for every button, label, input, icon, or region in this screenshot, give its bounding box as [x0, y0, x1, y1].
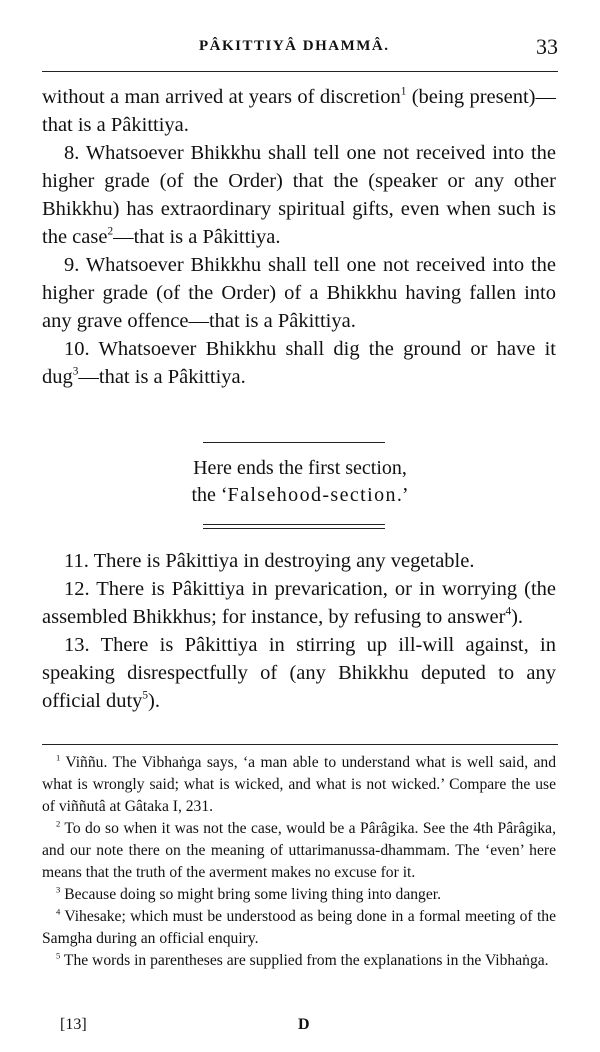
signature-mark: [13]	[60, 1016, 87, 1033]
page-number: 33	[536, 34, 558, 59]
footnote: $^5$ The words in parentheses are supplied from the explanations in the Vibhaṅga.	[56, 950, 549, 969]
footnote: $^2$ To do so when it was not the case, would be a Pârâgika. See the 4th Pârâgika, and our note there on the meaning of uttarimanussa-dhammam. The ‘even’ here means that the truth of the averment makes no excuse for it.	[42, 818, 556, 881]
paragraph: 12. There is Pâkittiya in prevarication, or in worrying (the assembled Bhikkhus; for instance, by refusing to answer$^4$).	[42, 578, 556, 628]
section-rule-double-b	[203, 528, 385, 529]
main-text-bottom	[42, 547, 556, 715]
paragraph: 13. There is Pâkittiya in stirring up ill-will against, in speaking disrespectfully of (any Bhikkhu deputed to any official duty$^5$).	[42, 634, 556, 712]
paragraph: 11. There is Pâkittiya in destroying any vegetable.	[64, 550, 475, 572]
section-rule-double-a	[203, 524, 385, 525]
footnote: $^4$ Vihesake; which must be understood as being done in a formal meeting of the Samgha during an official enquiry.	[42, 906, 556, 947]
main-text-top	[42, 83, 556, 391]
signature-letter: D	[298, 1016, 310, 1033]
section-end-line: Here ends the first section,	[193, 457, 407, 479]
running-title: PÂKITTIYÂ DHAMMÂ.	[199, 38, 390, 54]
page-footer	[42, 1016, 556, 1040]
footnote-rule	[42, 744, 558, 745]
paragraph: 9. Whatsoever Bhikkhu shall tell one not received into the higher grade (of the Order) of a Bhikkhu having fallen into any grave offence—that is a Pâkittiya.	[42, 254, 556, 332]
page-header	[42, 34, 558, 68]
paragraph: without a man arrived at years of discretion$^1$ (being present)—that is a Pâkittiya.	[42, 85, 556, 136]
section-end-note	[0, 455, 600, 509]
header-rule	[42, 71, 558, 72]
footnote: $^1$ Viññu. The Vibhaṅga says, ‘a man able to understand what is well said, and what is wrongly said; what is wicked, and what is not wicked.’ Compare the use of viññutâ at Gâtaka I, 231.	[42, 752, 556, 815]
paragraph: 10. Whatsoever Bhikkhu shall dig the ground or have it dug$^3$—that is a Pâkittiya.	[42, 338, 556, 388]
section-end-line: the ‘Falsehood-section.’	[191, 484, 409, 506]
footnotes	[42, 752, 556, 972]
section-rule-top	[203, 442, 385, 443]
paragraph: 8. Whatsoever Bhikkhu shall tell one not received into the higher grade (of the Order) that the (speaker or any other Bhikkhu) has extraordinary spiritual gifts, even when such is the case$^2$—that is a Pâkittiya.	[42, 142, 556, 248]
footnote: $^3$ Because doing so might bring some living thing into danger.	[56, 884, 442, 903]
